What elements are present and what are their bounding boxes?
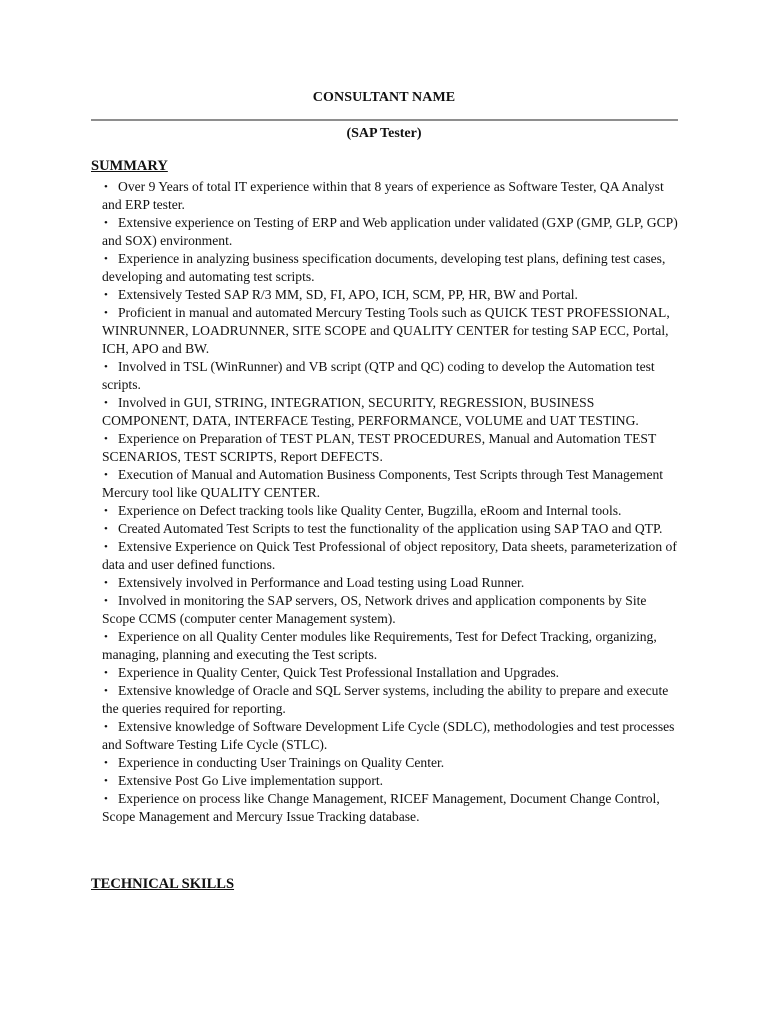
summary-item-text: Involved in GUI, STRING, INTEGRATION, SECURITY, REGRESSION, BUSINESS COMPONENT, DATA, INTERFACE Testing, PERFORMANCE, VOLUME and UAT TESTING. (102, 395, 639, 428)
summary-heading: SUMMARY (91, 158, 168, 174)
bullet-icon: • (104, 667, 108, 679)
summary-item-text: Extensively involved in Performance and Load testing using Load Runner. (118, 575, 525, 590)
summary-item-text: Extensively Tested SAP R/3 MM, SD, FI, APO, ICH, SCM, PP, HR, BW and Portal. (118, 287, 578, 302)
summary-item-text: Involved in TSL (WinRunner) and VB script (QTP and QC) coding to develop the Automation test scripts. (102, 359, 655, 392)
summary-item (102, 214, 682, 250)
summary-item (102, 250, 682, 286)
bullet-icon: • (104, 757, 108, 769)
consultant-name: CONSULTANT NAME (312, 90, 456, 105)
bullet-icon: • (104, 685, 108, 697)
summary-item (102, 286, 682, 304)
summary-item (102, 520, 682, 538)
bullet-icon: • (104, 433, 108, 445)
bullet-icon: • (104, 631, 108, 643)
bullet-icon: • (104, 253, 108, 265)
bullet-icon: • (104, 793, 108, 805)
bullet-icon: • (104, 181, 108, 193)
bullet-icon: • (104, 469, 108, 481)
summary-item-text: Proficient in manual and automated Mercury Testing Tools such as QUICK TEST PROFESSIONAL, WINRUNNER, LOADRUNNER, SITE SCOPE and QUALITY CENTER for testing SAP ECC, Portal, ICH, APO and BW. (102, 305, 670, 356)
summary-item-text: Extensive experience on Testing of ERP and Web application under validated (GXP (GMP, GLP, GCP) and SOX) environment. (102, 215, 678, 248)
summary-item (102, 664, 682, 682)
bullet-icon: • (104, 721, 108, 733)
summary-item-text: Experience on all Quality Center modules like Requirements, Test for Defect Tracking, organizing, managing, planning and executing the Test scripts. (102, 629, 657, 662)
technical-skills-heading: TECHNICAL SKILLS (91, 876, 235, 892)
summary-item-text: Extensive Experience on Quick Test Professional of object repository, Data sheets, parameterization of data and user defined functions. (102, 539, 677, 572)
bullet-icon: • (104, 523, 108, 535)
summary-item-text: Experience on Preparation of TEST PLAN, TEST PROCEDURES, Manual and Automation TEST SCENARIOS, TEST SCRIPTS, Report DEFECTS. (102, 431, 657, 464)
summary-item (102, 754, 682, 772)
bullet-icon: • (104, 289, 108, 301)
summary-item (102, 574, 682, 592)
summary-item (102, 358, 682, 394)
summary-item-text: Over 9 Years of total IT experience within that 8 years of experience as Software Tester, QA Analyst and ERP tester. (102, 179, 664, 212)
header-divider (91, 119, 678, 121)
summary-item-text: Experience in Quality Center, Quick Test Professional Installation and Upgrades. (118, 665, 560, 680)
summary-item (102, 430, 682, 466)
bullet-icon: • (104, 577, 108, 589)
bullet-icon: • (104, 397, 108, 409)
summary-item (102, 790, 682, 826)
summary-item-text: Extensive Post Go Live implementation support. (118, 773, 384, 788)
summary-item (102, 628, 682, 664)
bullet-icon: • (104, 775, 108, 787)
summary-item (102, 394, 682, 430)
summary-item (102, 178, 682, 214)
summary-list (102, 178, 682, 826)
summary-item-text: Experience in analyzing business specification documents, developing test plans, defining test cases, developing and automating test scripts. (102, 251, 666, 284)
summary-item (102, 772, 682, 790)
bullet-icon: • (104, 217, 108, 229)
summary-item (102, 466, 682, 502)
bullet-icon: • (104, 361, 108, 373)
summary-item (102, 682, 682, 718)
summary-item-text: Extensive knowledge of Software Development Life Cycle (SDLC), methodologies and test processes and Software Testing Life Cycle (STLC). (102, 719, 675, 752)
summary-item (102, 538, 682, 574)
bullet-icon: • (104, 541, 108, 553)
summary-item-text: Experience on process like Change Management, RICEF Management, Document Change Control, Scope Management and Mercury Issue Tracking database. (102, 791, 660, 824)
bullet-icon: • (104, 595, 108, 607)
summary-item (102, 592, 682, 628)
summary-item (102, 304, 682, 358)
summary-item-text: Extensive knowledge of Oracle and SQL Server systems, including the ability to prepare and execute the queries required for reporting. (102, 683, 669, 716)
summary-item-text: Created Automated Test Scripts to test the functionality of the application using SAP TAO and QTP. (118, 521, 663, 536)
summary-item (102, 718, 682, 754)
summary-item-text: Involved in monitoring the SAP servers, OS, Network drives and application components by Site Scope CCMS (computer center Management system). (102, 593, 647, 626)
summary-item (102, 502, 682, 520)
bullet-icon: • (104, 505, 108, 517)
summary-item-text: Experience in conducting User Trainings on Quality Center. (118, 755, 445, 770)
consultant-role: (SAP Tester) (346, 126, 422, 141)
summary-item-text: Execution of Manual and Automation Business Components, Test Scripts through Test Management Mercury tool like QUALITY CENTER. (102, 467, 664, 500)
summary-item-text: Experience on Defect tracking tools like Quality Center, Bugzilla, eRoom and Internal tools. (118, 503, 622, 518)
bullet-icon: • (104, 307, 108, 319)
